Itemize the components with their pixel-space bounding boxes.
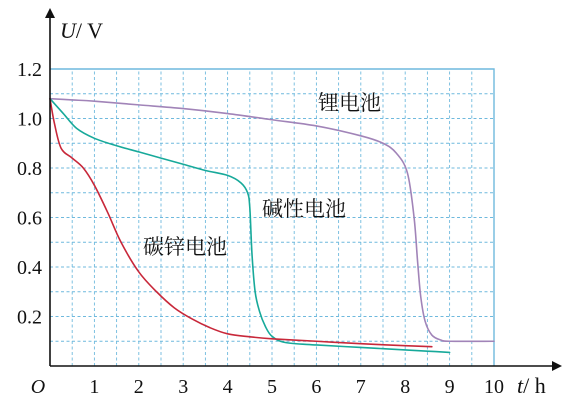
x-axis-unit: h	[534, 373, 546, 398]
x-tick-label: 3	[178, 376, 189, 398]
y-tick-label: 0.6	[17, 207, 42, 230]
x-tick-label: 2	[133, 376, 144, 398]
y-axis-var: U	[60, 18, 76, 43]
x-axis-sep: /	[523, 373, 535, 398]
y-tick-label: 0.4	[17, 257, 42, 279]
series-line-carbon-zinc	[50, 99, 432, 347]
y-axis-unit: V	[87, 18, 103, 43]
x-tick-label: 10	[484, 376, 504, 398]
x-tick-label: 9	[444, 376, 455, 398]
y-axis-title	[60, 18, 103, 43]
series-label-carbon-zinc: 碳锌电池	[143, 235, 227, 259]
x-axis-var: t	[517, 373, 524, 398]
y-tick-label: 0.2	[17, 306, 42, 329]
y-tick-label: 1.0	[17, 108, 42, 131]
x-tick-label: 1	[89, 376, 100, 398]
x-tick-label: 7	[355, 376, 366, 398]
y-tick-label: 0.8	[17, 158, 42, 180]
y-tick-label: 1.2	[17, 59, 42, 81]
y-axis-sep: /	[75, 18, 88, 43]
x-tick-label: 4	[222, 376, 233, 398]
x-tick-label: 6	[311, 376, 322, 398]
axes	[50, 10, 560, 366]
series-label-lithium: 锂电池	[318, 91, 381, 115]
x-tick-label: 5	[267, 376, 277, 398]
origin-label: O	[30, 376, 46, 398]
x-tick-label: 8	[400, 376, 411, 398]
x-axis-title	[517, 373, 546, 398]
series-label-alkaline: 碱性电池	[262, 197, 346, 221]
